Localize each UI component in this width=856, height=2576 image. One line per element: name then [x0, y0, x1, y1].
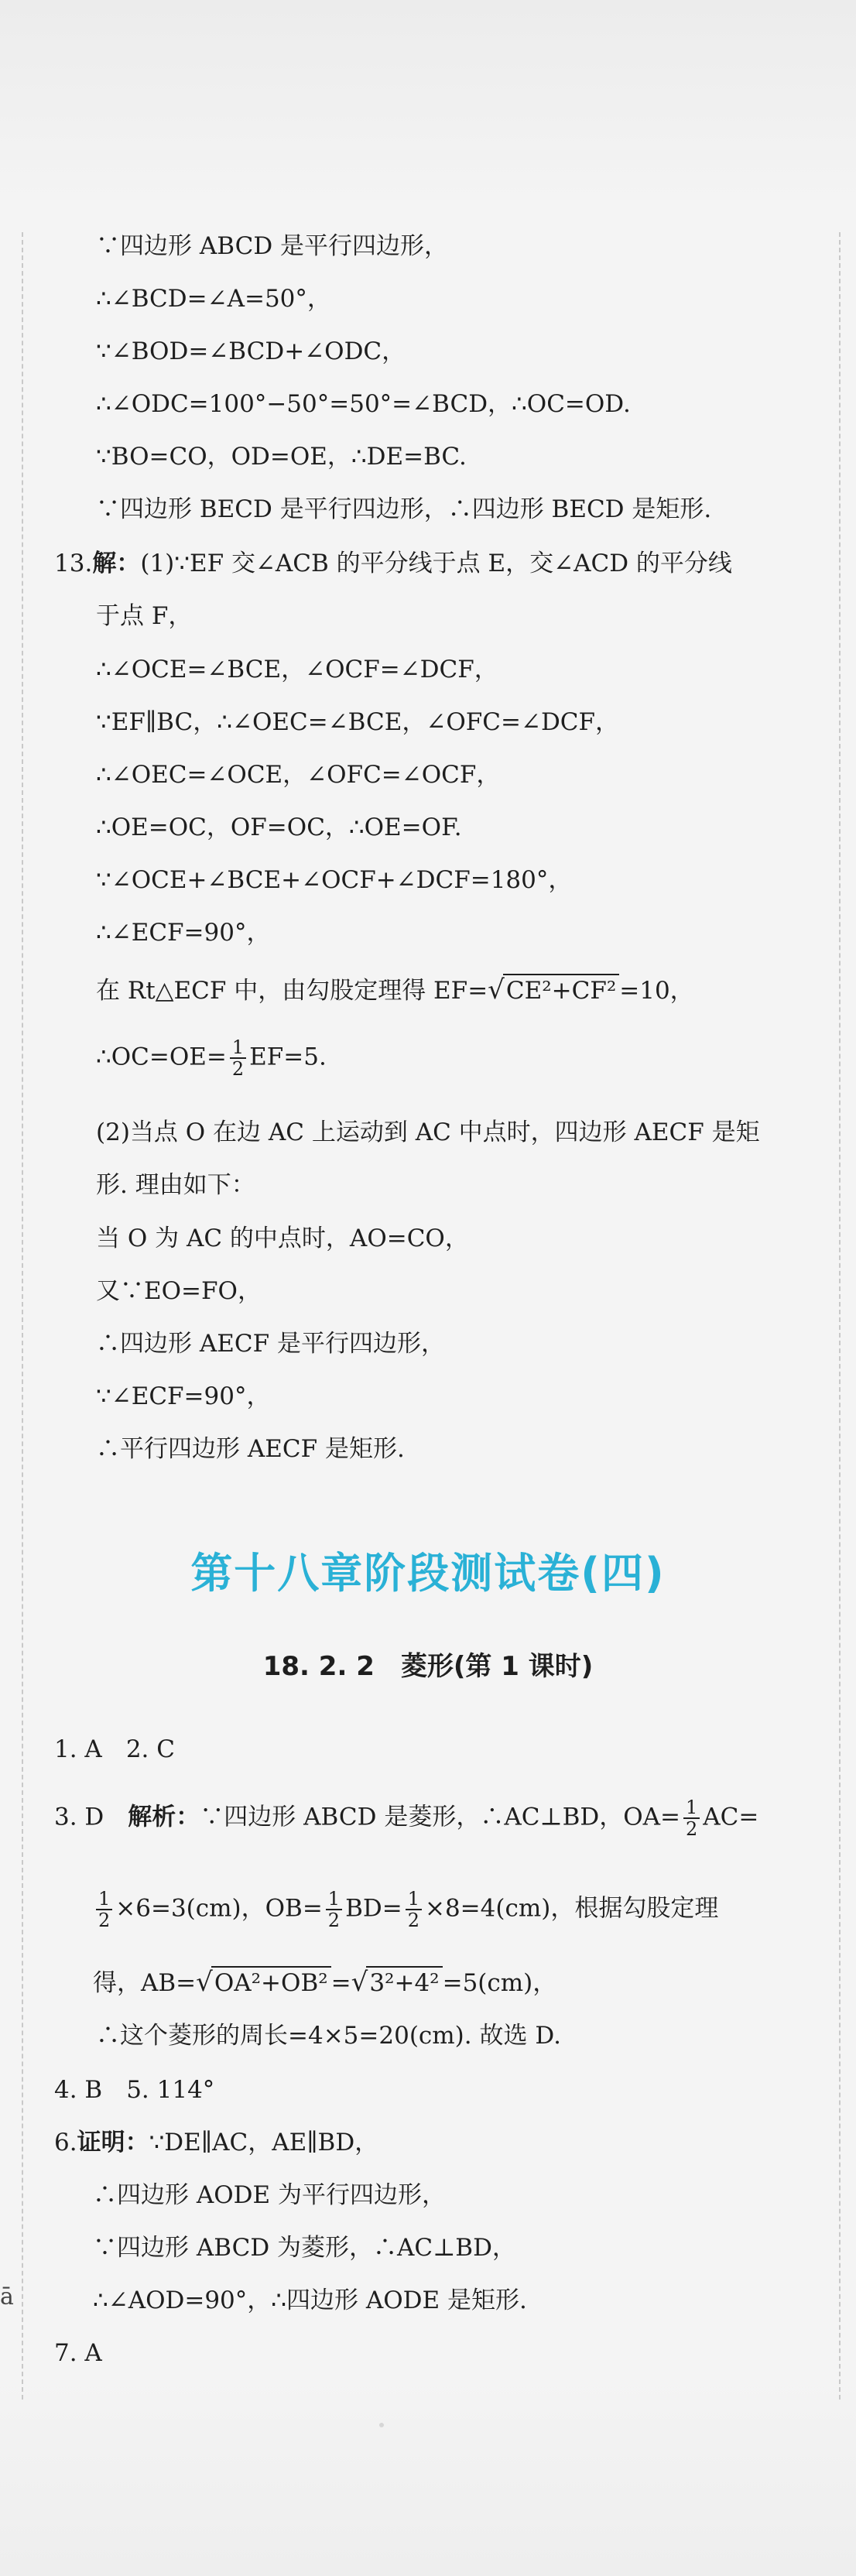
- fraction: [683, 1797, 700, 1839]
- edge-character: ā: [0, 2283, 14, 2311]
- text-line: ∴∠ECF=90°，: [96, 919, 271, 947]
- text-line: ∴四边形 AECF 是平行四边形，: [96, 1330, 445, 1358]
- left-dashed-divider: [22, 232, 23, 2400]
- numerator: 1: [683, 1797, 700, 1819]
- answer-6: [54, 2127, 378, 2158]
- text-line: ∴∠BCD=∠A=50°，: [96, 285, 331, 313]
- fraction-line: [96, 1037, 327, 1079]
- pythagoras-line: [96, 974, 694, 1006]
- text-line: ∵EF∥BC，∴∠OEC=∠BCE，∠OFC=∠DCF，: [96, 708, 620, 736]
- text-line: ∵四边形 BECD 是平行四边形，∴四边形 BECD 是矩形.: [96, 495, 712, 523]
- solution-label: 解：: [92, 550, 141, 577]
- text-line: ∴∠OEC=∠OCE，∠OFC=∠OCF，: [96, 761, 501, 789]
- question-text: (1)∵EF 交∠ACB 的平分线于点 E，交∠ACD 的平分线: [140, 550, 732, 577]
- question-number: 13.: [54, 550, 93, 577]
- text-segment: AC=: [703, 1803, 759, 1831]
- answer-line: ∴这个菱形的周长=4×5=20(cm). 故选 D.: [96, 2022, 561, 2050]
- text-line: ∵∠BOD=∠BCD+∠ODC，: [96, 337, 406, 365]
- text-segment: ∴OC=OE=: [96, 1043, 227, 1071]
- answer-3: [54, 1797, 758, 1839]
- question-13: [54, 548, 732, 579]
- text-line: ∴∠ODC=100°−50°=50°=∠BCD，∴OC=OD.: [96, 390, 631, 418]
- fraction: [96, 1889, 112, 1930]
- numerator: 1: [406, 1889, 422, 1910]
- radical-sign: √: [196, 1967, 213, 1998]
- denominator: 2: [327, 1910, 341, 1931]
- answer-line: ∵四边形 ABCD 为菱形，∴AC⊥BD，: [93, 2234, 516, 2262]
- answer-line: 1. A 2. C: [54, 1735, 175, 1763]
- section-title: 18. 2. 2 菱形(第 1 课时): [262, 1651, 594, 1682]
- text-segment: EF=5.: [249, 1043, 327, 1071]
- proof-label: 证明：: [77, 2129, 149, 2156]
- denominator: 2: [686, 1818, 698, 1840]
- text-line: ∵BO=CO，OD=OE，∴DE=BC.: [96, 443, 467, 471]
- text-segment: =10，: [619, 977, 694, 1005]
- answer-line: ∴∠AOD=90°，∴四边形 AODE 是矩形.: [93, 2287, 527, 2314]
- text-segment: ×8=4(cm)，根据勾股定理: [424, 1894, 719, 1923]
- text-segment: BD=: [345, 1894, 402, 1923]
- chapter-title: 第十八章阶段测试卷(四): [190, 1549, 666, 1598]
- radicand: 3²+4²: [366, 1966, 442, 1999]
- analysis-label: 解析：: [128, 1803, 200, 1831]
- text-line: ∵∠ECF=90°，: [96, 1382, 271, 1410]
- fraction: [406, 1889, 422, 1930]
- text-line: (2)当点 O 在边 AC 上运动到 AC 中点时，四边形 AECF 是矩: [96, 1118, 760, 1146]
- denominator: 2: [231, 1058, 245, 1080]
- question-number: 6.: [54, 2129, 77, 2156]
- radicand: OA²+OB²: [211, 1966, 331, 1999]
- text-line: ∵四边形 ABCD 是平行四边形，: [96, 232, 449, 260]
- fraction: [230, 1037, 246, 1079]
- text-line: 于点 F，: [96, 602, 193, 630]
- answer-3-line-3: [93, 1966, 556, 1999]
- answer-line: ∴四边形 AODE 为平行四边形，: [93, 2181, 446, 2209]
- numerator: 1: [96, 1889, 112, 1910]
- denominator: 2: [98, 1910, 111, 1931]
- radical-sign: √: [351, 1967, 368, 1998]
- answer-line: 7. A: [54, 2339, 102, 2367]
- right-dashed-divider: [839, 232, 841, 2400]
- text-segment: 得，AB=: [93, 1969, 197, 1997]
- text-line: 形. 理由如下：: [96, 1171, 255, 1199]
- text-line: ∴OE=OC，OF=OC，∴OE=OF.: [96, 814, 462, 841]
- text-line: ∴∠OCE=∠BCE，∠OCF=∠DCF，: [96, 656, 498, 683]
- denominator: 2: [407, 1910, 419, 1931]
- answer-3-line-2: [93, 1889, 718, 1930]
- radical-sign: √: [488, 975, 505, 1005]
- text-segment: ×6=3(cm)，OB=: [115, 1894, 323, 1923]
- text-segment: 在 Rt△ECF 中，由勾股定理得 EF=: [96, 977, 488, 1005]
- text-segment: ∵四边形 ABCD 是菱形，∴AC⊥BD，OA=: [200, 1803, 680, 1831]
- text-segment: =5(cm)，: [442, 1969, 557, 1997]
- question-number: 3. D: [54, 1803, 104, 1831]
- numerator: 1: [230, 1037, 246, 1059]
- answer-line: 4. B 5. 114°: [54, 2076, 215, 2104]
- text-segment: ∵DE∥AC，AE∥BD，: [149, 2129, 379, 2156]
- text-line: ∵∠OCE+∠BCE+∠OCF+∠DCF=180°，: [96, 866, 573, 894]
- dot-mark: [379, 2423, 384, 2427]
- numerator: 1: [326, 1889, 342, 1910]
- text-segment: =: [330, 1969, 351, 1997]
- fraction: [326, 1889, 342, 1930]
- radicand: CE²+CF²: [503, 974, 619, 1006]
- text-line: 又∵EO=FO，: [96, 1277, 262, 1305]
- text-line: 当 O 为 AC 的中点时，AO=CO，: [96, 1225, 469, 1252]
- text-line: ∴平行四边形 AECF 是矩形.: [96, 1435, 405, 1463]
